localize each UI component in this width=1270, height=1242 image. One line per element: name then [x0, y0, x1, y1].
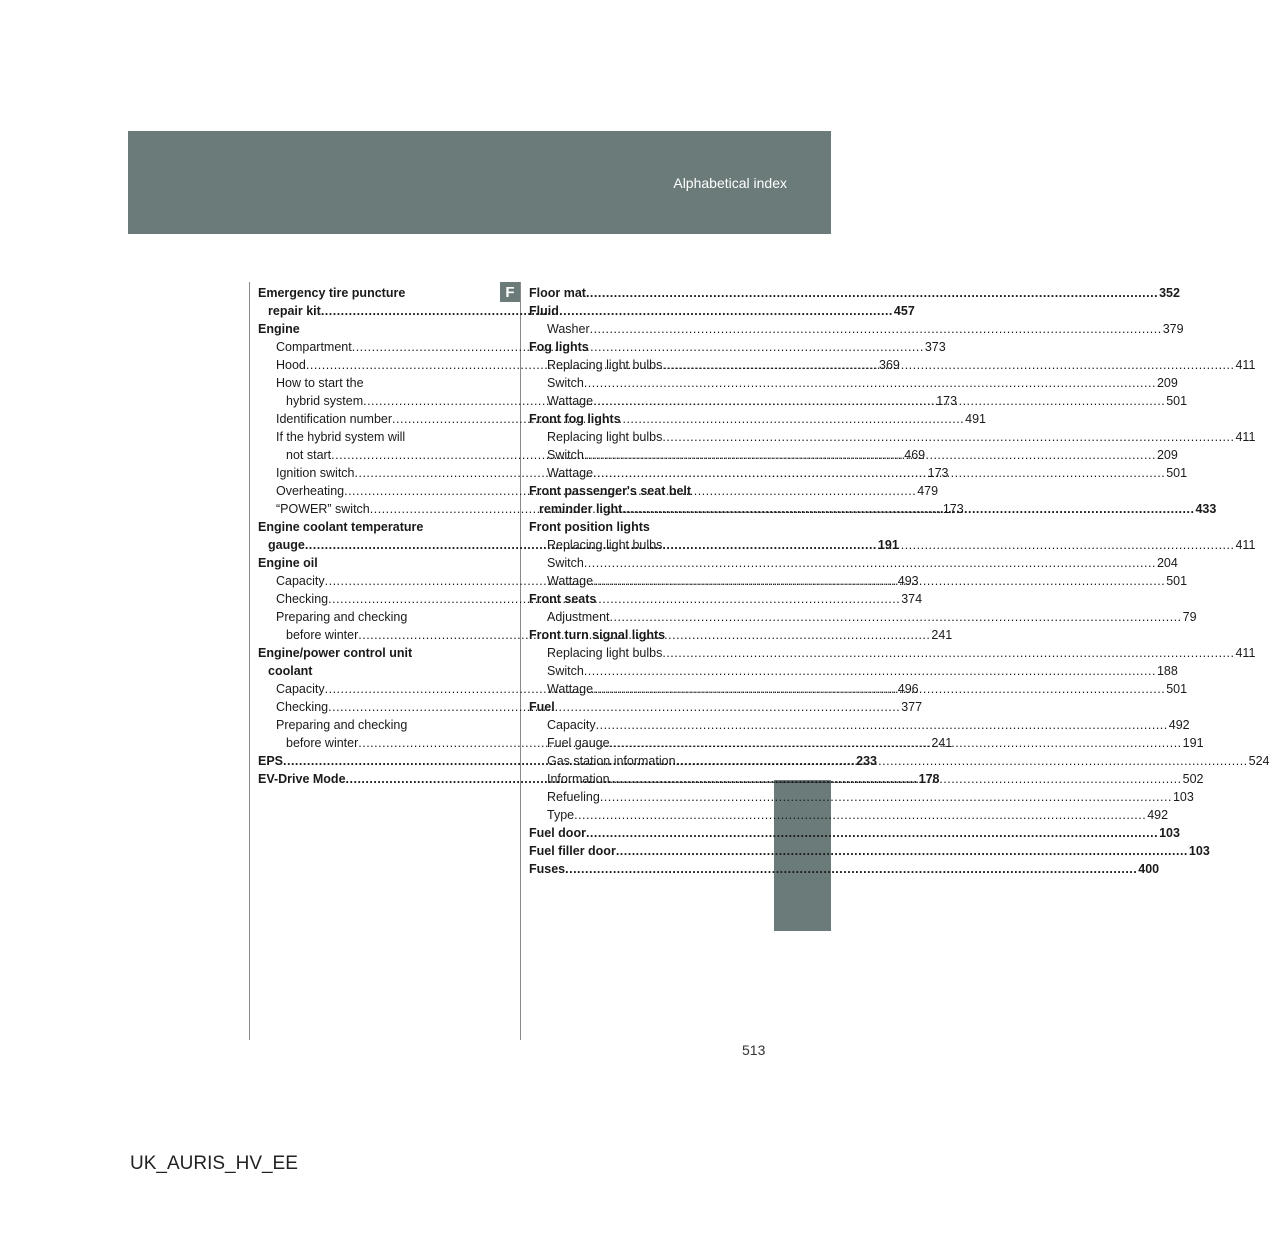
index-entry-term: Checking [276, 700, 329, 714]
index-entry-page: 373 [924, 340, 946, 354]
index-entry-term: Fuel door [529, 826, 586, 840]
index-entry-page: 491 [965, 412, 987, 426]
dot-leader [584, 662, 1156, 680]
dot-leader [584, 554, 1156, 572]
index-entry [258, 662, 472, 680]
index-entry-term: Capacity [276, 574, 325, 588]
index-entry-page: 502 [1182, 772, 1204, 786]
index-entry-term: Adjustment [547, 610, 610, 624]
index-entry-page: 501 [1166, 466, 1188, 480]
index-entry-page: 103 [1159, 826, 1180, 840]
index-entry-page: 457 [893, 304, 915, 318]
index-entry [258, 608, 472, 626]
index-entry-page: 501 [1166, 394, 1188, 408]
dot-leader [565, 860, 1137, 878]
index-entry-term: Engine coolant temperature [258, 520, 424, 534]
index-entry [258, 428, 472, 446]
index-entry-term: Information [547, 772, 610, 786]
index-entry-page: 492 [1147, 808, 1169, 822]
dot-leader [590, 320, 1162, 338]
index-entry [529, 662, 1178, 680]
index-entry-term: Overheating [276, 484, 345, 498]
index-entry-term: hybrid system [286, 394, 364, 408]
index-entry-term: Replacing light bulbs [547, 646, 663, 660]
index-entry [529, 284, 1180, 302]
index-entry-term: EPS [258, 754, 284, 768]
index-entry-term: Ignition switch [276, 466, 355, 480]
index-entry-page: 241 [931, 628, 953, 642]
dot-leader [574, 806, 1146, 824]
index-entry-page: 188 [1156, 664, 1178, 678]
index-entry-term: Replacing light bulbs [547, 358, 663, 372]
index-entry-page: 492 [1168, 718, 1190, 732]
dot-leader [662, 428, 1234, 446]
dot-leader [593, 392, 1165, 410]
index-entry-page: 411 [1235, 430, 1256, 444]
index-entry-page: 411 [1235, 646, 1256, 660]
index-entry-page: 173 [936, 394, 958, 408]
index-entry-term: Engine/power control unit [258, 646, 413, 660]
index-entry-term: Compartment [276, 340, 352, 354]
index-entry-term: Fog lights [529, 340, 589, 354]
index-entry [529, 698, 743, 716]
index-entry [258, 374, 472, 392]
index-entry-term: Fuses [529, 862, 566, 876]
index-entry-term: Fuel [529, 700, 555, 714]
index-entry [258, 716, 472, 734]
index-entry [529, 302, 743, 320]
index-entry [529, 716, 1190, 734]
index-entry [258, 554, 472, 572]
dot-leader [676, 752, 1248, 770]
index-entry-page: 496 [897, 682, 919, 696]
index-entry-term: Hood [276, 358, 306, 372]
index-entry [258, 284, 472, 302]
index-entry-term: If the hybrid system will [276, 430, 406, 444]
index-entry-term: gauge [268, 538, 305, 552]
dot-leader [610, 770, 1182, 788]
index-entry-term: Front position lights [529, 520, 650, 534]
dot-leader [610, 734, 1182, 752]
header-title: Alphabetical index [673, 175, 787, 191]
index-entry-term: Emergency tire puncture [258, 286, 406, 300]
index-entry-page: 209 [1156, 448, 1178, 462]
index-entry-term: Capacity [276, 682, 325, 696]
index-entry-page: 374 [901, 592, 923, 606]
index-entry-term: Front fog lights [529, 412, 621, 426]
index-entry-page: 173 [942, 502, 964, 516]
index-entry-term: Replacing light bulbs [547, 430, 663, 444]
index-entry-term: How to start the [276, 376, 364, 390]
index-entry-term: Wattage [547, 682, 594, 696]
index-entry-page: 352 [1159, 286, 1180, 300]
left-column-rule [249, 282, 250, 1040]
index-entry [529, 428, 1256, 446]
index-entry-page: 379 [1162, 322, 1184, 336]
index-entry-page: 79 [1182, 610, 1197, 624]
index-entry [529, 842, 1210, 860]
dot-leader [584, 446, 1156, 464]
index-entry-term: Replacing light bulbs [547, 538, 663, 552]
index-entry-term: Type [547, 808, 575, 822]
dot-leader [662, 536, 1234, 554]
index-entry-term: Front turn signal lights [529, 628, 666, 642]
index-entry-page: 411 [1235, 358, 1256, 372]
footer-document-code: UK_AURIS_HV_EE [130, 1153, 298, 1174]
header-band [128, 131, 831, 234]
index-entry-page: 233 [856, 754, 877, 768]
index-entry [258, 518, 472, 536]
index-entry [529, 644, 1256, 662]
index-entry [529, 410, 743, 428]
index-entry-page: 411 [1235, 538, 1256, 552]
index-entry [529, 320, 1184, 338]
dot-leader [616, 842, 1188, 860]
index-entry-term: reminder light [539, 502, 623, 516]
index-entry-term: Preparing and checking [276, 718, 408, 732]
section-letter-badge: F [500, 282, 520, 302]
index-entry-page: 501 [1166, 574, 1188, 588]
index-entry-term: Capacity [547, 718, 596, 732]
index-entry [258, 320, 472, 338]
index-entry [529, 860, 1160, 878]
index-entry-page: 103 [1172, 790, 1194, 804]
index-entry-term: Front passenger's seat belt [529, 484, 692, 498]
index-entry-term: Fluid [529, 304, 559, 318]
index-entry-term: Checking [276, 592, 329, 606]
index-entry-page: 178 [918, 772, 940, 786]
dot-leader [593, 680, 1165, 698]
index-entry-term: Front seats [529, 592, 597, 606]
index-entry-page: 469 [904, 448, 926, 462]
index-entry-term: Wattage [547, 574, 594, 588]
index-entry-term: Washer [547, 322, 590, 336]
index-entry-page: 369 [879, 358, 900, 372]
index-entry-page: 493 [897, 574, 919, 588]
index-entry-term: Engine oil [258, 556, 318, 570]
index-entry-page: 524 [1248, 754, 1270, 768]
index-entry-page: 204 [1156, 556, 1178, 570]
index-entry-page: 400 [1138, 862, 1160, 876]
page-number: 513 [742, 1042, 766, 1058]
index-entry-term: Wattage [547, 466, 594, 480]
index-entry-term: Floor mat [529, 286, 586, 300]
dot-leader [593, 572, 1165, 590]
index-entry-term: Switch [547, 448, 584, 462]
index-entry-term: Gas station information [547, 754, 676, 768]
dot-leader [593, 464, 1165, 482]
index-entry-term: Switch [547, 376, 584, 390]
index-entry [529, 338, 743, 356]
index-entry-term: Identification number [276, 412, 393, 426]
index-entry-term: Switch [547, 556, 584, 570]
index-entry-term: repair kit [268, 304, 321, 318]
index-entry [529, 374, 1178, 392]
index-entry [529, 590, 743, 608]
index-entry [529, 626, 743, 644]
index-entry [529, 482, 743, 500]
index-entry [529, 788, 1194, 806]
index-entry-term: Wattage [547, 394, 594, 408]
index-entry [258, 644, 472, 662]
index-entry [529, 824, 1180, 842]
dot-leader [586, 284, 1158, 302]
index-entry-term: before winter [286, 736, 359, 750]
index-entry-page: 191 [1182, 736, 1204, 750]
index-entry-page: 209 [1156, 376, 1178, 390]
index-entry-term: EV-Drive Mode [258, 772, 346, 786]
dot-leader [596, 716, 1168, 734]
index-entry [529, 806, 1169, 824]
index-entry [529, 554, 1178, 572]
index-entry-term: Fuel gauge [547, 736, 610, 750]
index-entry-page: 479 [917, 484, 939, 498]
dot-leader [586, 824, 1158, 842]
index-entry-page: 103 [1188, 844, 1210, 858]
index-entry-term: coolant [268, 664, 313, 678]
index-entry-term: “POWER” switch [276, 502, 370, 516]
index-entry-page: 173 [927, 466, 949, 480]
index-entry-page: 191 [877, 538, 899, 552]
dot-leader [600, 788, 1172, 806]
index-entry-term: not start [286, 448, 332, 462]
index-entry-page: 501 [1166, 682, 1188, 696]
index-entry-term: Fuel filler door [529, 844, 616, 858]
index-entry-term: Refueling [547, 790, 600, 804]
dot-leader [584, 374, 1156, 392]
index-entry [529, 608, 1197, 626]
dot-leader [622, 500, 1194, 518]
dot-leader [662, 644, 1234, 662]
index-entry [529, 518, 743, 536]
index-entry-page: 377 [901, 700, 923, 714]
index-entry-term: before winter [286, 628, 359, 642]
dot-leader [662, 356, 1234, 374]
dot-leader [610, 608, 1182, 626]
index-entry-term: Switch [547, 664, 584, 678]
index-entry-term: Preparing and checking [276, 610, 408, 624]
index-entry-page: 241 [931, 736, 953, 750]
index-entry-term: Engine [258, 322, 300, 336]
index-entry-page: 433 [1195, 502, 1217, 516]
